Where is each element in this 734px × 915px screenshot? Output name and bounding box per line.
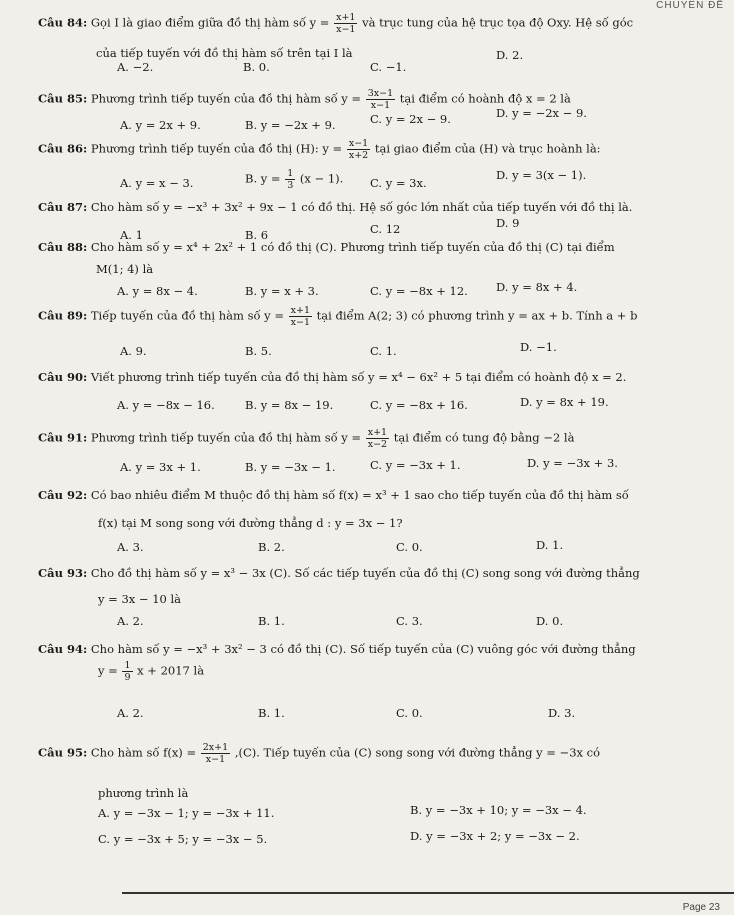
q85-fraction: $\frac{3x-1}{x-1}$ (367, 88, 394, 111)
q89-option-a[interactable]: A. 9. (120, 344, 147, 358)
q90-option-a[interactable]: A. y = −8x − 16. (117, 398, 215, 412)
q86-fraction: $\frac{x-1}{x+2}$ (348, 138, 369, 161)
q95-stem: Câu 95: Cho hàm số f(x) = $\frac{2x+1}{x-1}$ ,(C). Tiếp tuyến của (C) song song với đường thẳng y = −3x có (38, 742, 601, 765)
q94-stem: Câu 94: Cho hàm số y = −x³ + 3x² − 3 có đồ thị (C). Số tiếp tuyến của (C) vuông góc với đường thẳng (38, 642, 636, 656)
q84-option-d[interactable]: D. 2. (496, 48, 524, 62)
q93-option-a[interactable]: A. 2. (117, 614, 144, 628)
q84-option-b[interactable]: B. 0. (243, 60, 270, 74)
q95-stem-2: phương trình là (98, 786, 189, 800)
q94-option-a[interactable]: A. 2. (117, 706, 144, 720)
page-header: CHUYÊN ĐỀ (656, 0, 724, 11)
q89-fraction: $\frac{x+1}{x-1}$ (290, 305, 310, 328)
q86-b-fraction: $\frac{1}{3}$ (287, 168, 294, 191)
q95-option-d[interactable]: D. y = −3x + 2; y = −3x − 2. (410, 829, 580, 843)
q88-stem: Câu 88: Cho hàm số y = x⁴ + 2x² + 1 có đồ thị (C). Phương trình tiếp tuyến của đồ thị (C) tại điểm (38, 240, 615, 254)
q85-stem: Câu 85: Phương trình tiếp tuyến của đồ thị hàm số y = $\frac{3x-1}{x-1}$ tại điểm có hoành độ x = 2 là (38, 88, 571, 111)
q89-option-c[interactable]: C. 1. (370, 344, 397, 358)
q93-option-c[interactable]: C. 3. (396, 614, 423, 628)
q89-option-b[interactable]: B. 5. (245, 344, 272, 358)
q88-option-a[interactable]: A. y = 8x − 4. (117, 284, 198, 298)
q88-option-c[interactable]: C. y = −8x + 12. (370, 284, 468, 298)
q86-option-a[interactable]: A. y = x − 3. (120, 176, 194, 190)
q94-fraction: $\frac{1}{9}$ (124, 660, 131, 683)
q94-option-c[interactable]: C. 0. (396, 706, 423, 720)
q93-stem: Câu 93: Cho đồ thị hàm số y = x³ − 3x (C). Số các tiếp tuyến của đồ thị (C) song song với đường thẳng (38, 566, 640, 580)
q90-option-c[interactable]: C. y = −8x + 16. (370, 398, 468, 412)
q88-stem-2: M(1; 4) là (96, 262, 154, 276)
q95-option-c[interactable]: C. y = −3x + 5; y = −3x − 5. (98, 832, 268, 846)
q89-option-d[interactable]: D. −1. (520, 340, 557, 354)
q87-option-c[interactable]: C. 12 (370, 222, 401, 236)
q92-option-d[interactable]: D. 1. (536, 538, 564, 552)
q94-stem-2: y = $\frac{1}{9}$ x + 2017 là (98, 660, 205, 683)
q86-option-c[interactable]: C. y = 3x. (370, 176, 427, 190)
q84-option-c[interactable]: C. −1. (370, 60, 407, 74)
q90-stem: Câu 90: Viết phương trình tiếp tuyến của đồ thị hàm số y = x⁴ − 6x² + 5 tại điểm có hoành độ x = 2. (38, 370, 627, 384)
q91-option-c[interactable]: C. y = −3x + 1. (370, 458, 461, 472)
q95-fraction: $\frac{2x+1}{x-1}$ (202, 742, 229, 765)
q95-option-b[interactable]: B. y = −3x + 10; y = −3x − 4. (410, 803, 587, 817)
q93-option-b[interactable]: B. 1. (258, 614, 285, 628)
q85-option-c[interactable]: C. y = 2x − 9. (370, 112, 451, 126)
page-number: Page 23 (682, 902, 720, 913)
q88-option-d[interactable]: D. y = 8x + 4. (496, 280, 578, 294)
q87-option-a[interactable]: A. 1 (120, 228, 143, 242)
q87-stem: Câu 87: Cho hàm số y = −x³ + 3x² + 9x − 1 có đồ thị. Hệ số góc lớn nhất của tiếp tuyến với đồ thị là. (38, 200, 633, 214)
q92-stem: Câu 92: Có bao nhiêu điểm M thuộc đồ thị hàm số f(x) = x³ + 1 sao cho tiếp tuyến của đồ thị hàm số (38, 488, 629, 502)
q84-fraction: $\frac{x+1}{x-1}$ (336, 12, 356, 35)
q90-option-b[interactable]: B. y = 8x − 19. (245, 398, 334, 412)
q87-option-b[interactable]: B. 6 (245, 228, 269, 242)
q84-option-a[interactable]: A. −2. (117, 60, 154, 74)
q91-stem: Câu 91: Phương trình tiếp tuyến của đồ thị hàm số y = $\frac{x+1}{x-2}$ tại điểm có tung độ bằng −2 là (38, 427, 575, 450)
q90-option-d[interactable]: D. y = 8x + 19. (520, 395, 609, 409)
q92-option-b[interactable]: B. 2. (258, 540, 285, 554)
q93-option-d[interactable]: D. 0. (536, 614, 564, 628)
footer-rule (122, 892, 734, 894)
q91-option-b[interactable]: B. y = −3x − 1. (245, 460, 336, 474)
q94-option-b[interactable]: B. 1. (258, 706, 285, 720)
q87-option-d[interactable]: D. 9 (496, 216, 520, 230)
q86-option-d[interactable]: D. y = 3(x − 1). (496, 168, 587, 182)
q86-stem: Câu 86: Phương trình tiếp tuyến của đồ thị (H): y = $\frac{x-1}{x+2}$ tại giao điểm của (H) và trục hoành là: (38, 138, 601, 161)
q88-option-b[interactable]: B. y = x + 3. (245, 284, 319, 298)
q91-fraction: $\frac{x+1}{x-2}$ (367, 427, 388, 450)
q85-option-b[interactable]: B. y = −2x + 9. (245, 118, 336, 132)
q94-option-d[interactable]: D. 3. (548, 706, 576, 720)
q84-stem: Câu 84: Gọi I là giao điểm giữa đồ thị hàm số y = $\frac{x+1}{x-1}$ và trục tung của hệ trục tọa độ Oxy. Hệ số góc (38, 12, 634, 35)
q84-stem-2: của tiếp tuyến với đồ thị hàm số trên tại I là (96, 46, 353, 60)
q93-stem-2: y = 3x − 10 là (98, 592, 182, 606)
q95-option-a[interactable]: A. y = −3x − 1; y = −3x + 11. (98, 806, 275, 820)
q92-stem-2: f(x) tại M song song với đường thẳng d : y = 3x − 1? (98, 516, 403, 530)
q92-option-c[interactable]: C. 0. (396, 540, 423, 554)
q89-stem: Câu 89: Tiếp tuyến của đồ thị hàm số y = $\frac{x+1}{x-1}$ tại điểm A(2; 3) có phương trình y = ax + b. Tính a + b (38, 305, 638, 328)
q91-option-a[interactable]: A. y = 3x + 1. (120, 460, 201, 474)
q92-option-a[interactable]: A. 3. (117, 540, 144, 554)
q85-option-a[interactable]: A. y = 2x + 9. (120, 118, 201, 132)
q85-option-d[interactable]: D. y = −2x − 9. (496, 106, 587, 120)
q86-option-b[interactable]: B. y = $\frac{1}{3}$ (x − 1). (245, 168, 344, 191)
q91-option-d[interactable]: D. y = −3x + 3. (527, 456, 618, 470)
